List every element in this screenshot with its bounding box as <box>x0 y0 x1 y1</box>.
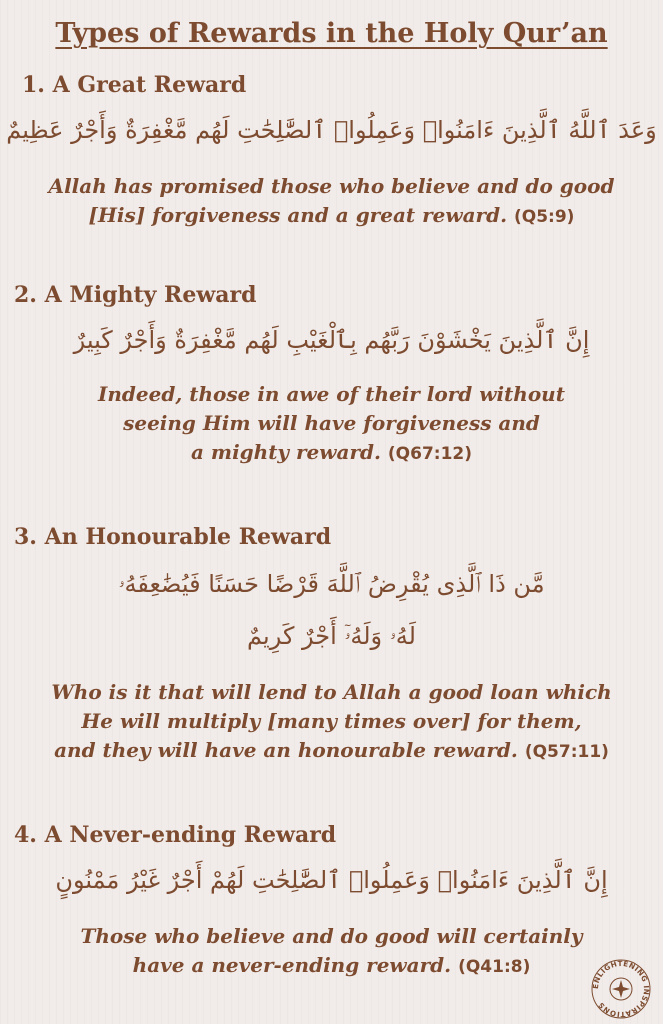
translation-line <box>0 951 663 982</box>
verse-reference: (Q5:9) <box>514 207 575 227</box>
translation-line: Allah has promised those who believe and do good <box>48 174 615 198</box>
section-1-heading: 1. A Great Reward <box>22 72 247 98</box>
translation-line: He will multiply [many times over] for them, <box>81 709 582 733</box>
translation-text: a mighty reward. <box>190 440 381 464</box>
section-1-translation <box>0 172 663 232</box>
verse-reference: (Q41:8) <box>458 957 531 977</box>
verse-reference: (Q67:12) <box>387 444 473 464</box>
section-2-heading: 2. A Mighty Reward <box>14 282 257 308</box>
translation-text: have a never-ending reward. <box>132 953 452 977</box>
section-2-translation <box>0 380 663 469</box>
section-1-arabic: وَعَدَ ٱللَّهُ ٱلَّذِينَ ءَامَنُوا۟ وَعَمِلُوا۟ ٱلصَّٰلِحَٰتِ لَهُم مَّغْفِرَةٌ وَأَجْرٌ عَظِيمٌ <box>6 116 657 144</box>
translation-line <box>0 438 663 469</box>
verse-reference: (Q57:11) <box>524 742 609 762</box>
section-4-translation <box>0 922 663 982</box>
section-3-arabic-line-1: مَّن ذَا ٱلَّذِى يُقْرِضُ ٱللَّهَ قَرْضًا حَسَنًا فَيُضَٰعِفَهُۥ <box>118 570 545 598</box>
translation-text: and they will have an honourable reward. <box>54 738 518 762</box>
section-4-heading: 4. A Never-ending Reward <box>14 822 337 848</box>
enlightening-inspirations-logo <box>590 958 652 1020</box>
translation-line: Those who believe and do good will certainly <box>80 924 583 948</box>
translation-line: seeing Him will have forgiveness and <box>123 411 540 435</box>
translation-line <box>0 736 663 767</box>
section-2-arabic: إِنَّ ٱلَّذِينَ يَخْشَوْنَ رَبَّهُم بِٱلْغَيْبِ لَهُم مَّغْفِرَةٌ وَأَجْرٌ كَبِيرٌ <box>73 326 590 354</box>
section-4-arabic: إِنَّ ٱلَّذِينَ ءَامَنُوا۟ وَعَمِلُوا۟ ٱلصَّٰلِحَٰتِ لَهُمْ أَجْرٌ غَيْرُ مَمْنُونٍ <box>55 866 608 894</box>
logo-text: ENLIGHTENING INSPIRATIONS <box>590 958 652 1020</box>
translation-line: Indeed, those in awe of their lord without <box>98 382 565 406</box>
page-title: Types of Rewards in the Holy Qur’an <box>55 18 608 49</box>
translation-text: [His] forgiveness and a great reward. <box>88 203 508 227</box>
section-3-translation <box>0 678 663 767</box>
section-3-arabic-line-2: لَهُۥ وَلَهُۥٓ أَجْرٌ كَرِيمٌ <box>247 622 416 650</box>
translation-line: Who is it that will lend to Allah a good loan which <box>51 680 612 704</box>
translation-line <box>0 201 663 232</box>
section-3-heading: 3. An Honourable Reward <box>14 524 332 550</box>
